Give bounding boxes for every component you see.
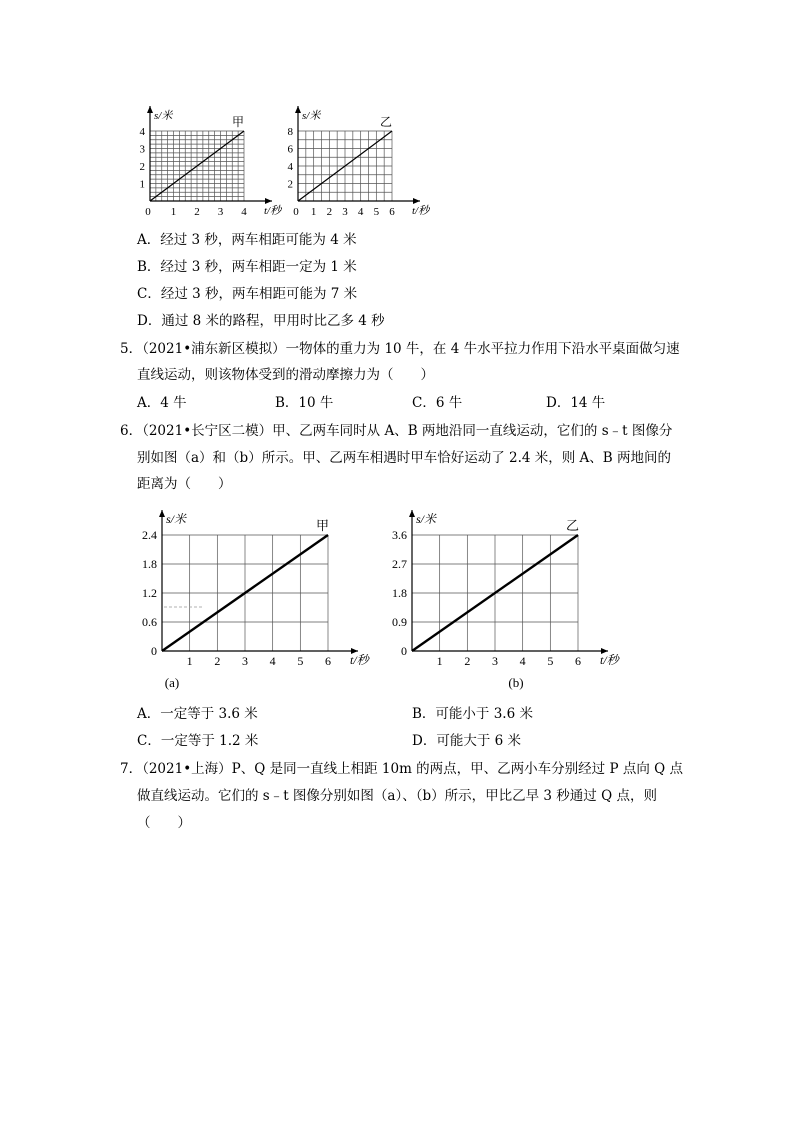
y-tick-label: 8 — [287, 126, 293, 138]
y-axis-label: s/米 — [302, 110, 321, 122]
q6-option-b: B．可能小于 3.6 米 — [412, 706, 533, 722]
y-axis-label: s/米 — [154, 110, 173, 122]
y-tick-label: 2.7 — [392, 557, 407, 571]
y-tick-label: 1.8 — [392, 586, 407, 600]
y-tick-label: 0 — [151, 644, 157, 658]
x-tick-label: 5 — [547, 654, 554, 668]
series-label: 乙 — [566, 518, 580, 533]
x-axis-label: t/秒 — [412, 205, 430, 217]
q6-stem-line-3: 距离为（ ） — [137, 476, 232, 492]
st-graph-b — [390, 505, 630, 700]
figure-caption: (a) — [164, 675, 180, 690]
x-tick-label: 3 — [217, 206, 224, 218]
x-tick-label: 5 — [373, 206, 380, 218]
q4-option-c: C．经过 3 秒，两车相距可能为 7 米 — [137, 286, 358, 302]
y-tick-label: 4 — [287, 161, 293, 173]
x-tick-label: 6 — [389, 206, 395, 218]
q5-option-c: C．6 牛 — [412, 395, 463, 411]
x-tick-label: 4 — [357, 206, 364, 218]
y-axis-arrow — [295, 106, 301, 113]
y-tick-label: 0 — [401, 644, 407, 658]
y-axis-arrow — [409, 510, 415, 517]
y-tick-label: 2 — [287, 178, 293, 191]
y-tick-label: 3.6 — [392, 528, 407, 542]
x-tick-label: 1 — [170, 206, 177, 218]
q4-option-d: D．通过 8 米的路程，甲用时比乙多 4 秒 — [137, 313, 385, 329]
x-tick-label: 3 — [342, 206, 348, 218]
x-tick-label: 6 — [575, 654, 581, 668]
q4-option-b: B．经过 3 秒，两车相距一定为 1 米 — [137, 259, 357, 275]
y-axis-label: s/米 — [166, 512, 187, 526]
x-axis-label: t/秒 — [350, 653, 369, 667]
y-tick-label: 3 — [139, 143, 145, 156]
x-tick-label: 4 — [269, 654, 276, 668]
x-axis-arrow — [265, 198, 272, 204]
x-tick-label: 1 — [186, 654, 193, 668]
x-tick-label: 3 — [242, 654, 248, 668]
q6-stem-line-2: 别如图（a）和（b）所示。甲、乙两车相遇时甲车恰好运动了 2.4 米，则 A、B 两地间的 — [137, 450, 671, 466]
st-graph-a — [140, 505, 370, 700]
x-tick-label: 1 — [310, 206, 317, 218]
x-tick-label: 0 — [145, 206, 151, 218]
y-axis-label: s/米 — [416, 512, 437, 526]
y-tick-label: 1 — [139, 178, 145, 191]
y-tick-label: 0.9 — [392, 615, 407, 629]
x-tick-label: 0 — [293, 206, 299, 218]
y-axis-arrow — [159, 510, 165, 517]
st-graph-jia-small — [130, 95, 290, 220]
q5-option-b: B．10 牛 — [275, 395, 334, 411]
y-tick-label: 0.6 — [142, 615, 157, 629]
x-tick-label: 6 — [325, 654, 331, 668]
y-tick-label: 6 — [287, 143, 293, 156]
q6-stem-line-1: 6．（2021•长宁区二模）甲、乙两车同时从 A、B 两地沿同一直线运动，它们的 s﹣t 图像分 — [120, 423, 673, 439]
x-tick-label: 4 — [241, 206, 247, 218]
q7-stem-line-1: 7．（2021•上海）P、Q 是同一直线上相距 10m 的两点，甲、乙两小车分别经过 P 点向 Q 点 — [120, 761, 683, 777]
q6-option-a: A．一定等于 3.6 米 — [137, 706, 258, 722]
y-tick-label: 2 — [139, 161, 145, 173]
figure-caption: (b) — [508, 675, 524, 690]
x-tick-label: 2 — [194, 206, 200, 218]
q7-stem-line-3: （ ） — [137, 815, 191, 831]
series-label: 乙 — [380, 115, 393, 129]
y-tick-label: 1.2 — [142, 586, 157, 600]
series-label: 甲 — [316, 518, 330, 533]
q6-option-c: C．一定等于 1.2 米 — [137, 733, 259, 749]
y-tick-label: 1.8 — [142, 557, 157, 571]
x-tick-label: 2 — [214, 654, 221, 668]
x-axis-label: t/秒 — [600, 653, 619, 667]
y-axis-arrow — [147, 106, 153, 113]
y-tick-label: 4 — [139, 126, 145, 138]
x-tick-label: 3 — [492, 654, 498, 668]
q5-stem-line-1: 5．（2021•浦东新区模拟）一物体的重力为 10 牛，在 4 牛水平拉力作用下沿水平桌面做匀速 — [120, 341, 680, 357]
q5-option-d: D．14 牛 — [546, 395, 606, 411]
x-tick-label: 1 — [436, 654, 443, 668]
series-label: 甲 — [232, 115, 245, 129]
y-tick-label: 2.4 — [142, 528, 157, 542]
q4-option-a: A．经过 3 秒，两车相距可能为 4 米 — [137, 232, 357, 248]
q5-stem-line-2: 直线运动，则该物体受到的滑动摩擦力为（ ） — [137, 367, 434, 383]
x-tick-label: 4 — [519, 654, 526, 668]
q6-option-d: D．可能大于 6 米 — [412, 733, 521, 749]
q5-option-a: A．4 牛 — [137, 395, 187, 411]
st-graph-yi-small — [280, 95, 440, 220]
x-axis-arrow — [413, 198, 420, 204]
x-axis-label: t/秒 — [264, 205, 282, 217]
x-tick-label: 5 — [297, 654, 304, 668]
q7-stem-line-2: 做直线运动。它们的 s﹣t 图像分别如图（a）、（b）所示，甲比乙早 3 秒通过 Q 点，则 — [137, 788, 657, 804]
x-tick-label: 2 — [326, 206, 333, 218]
x-tick-label: 2 — [464, 654, 471, 668]
